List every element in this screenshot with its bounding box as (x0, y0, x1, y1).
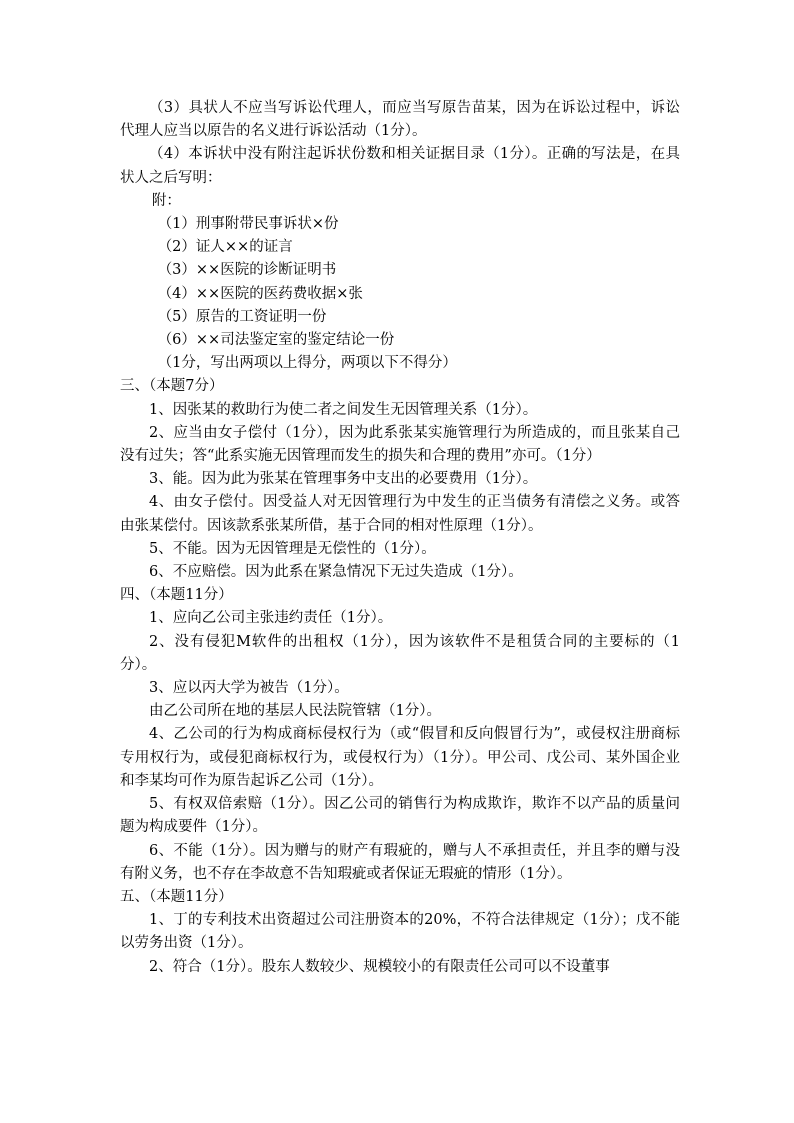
paragraph: 1、丁的专利技术出资超过公司注册资本的20%，不符合法律规定（1分）；戊不能以劳务出资（1分）。 (120, 912, 680, 952)
document-page (120, 97, 680, 979)
attachment-item: （3）××医院的诊断证明书 (157, 262, 337, 279)
section-heading-4: 四、（本题11分） (120, 587, 233, 604)
paragraph: （4）本诉状中没有附注起诉状份数和相关证据目录（1分）。正确的写法是，在具状人之后写明： (120, 146, 680, 186)
paragraph: 3、能。因为此为张某在管理事务中支出的必要费用（1分）。 (149, 471, 538, 488)
attachment-heading: 附： (151, 192, 181, 209)
paragraph: 5、有权双倍索赔（1分）。因乙公司的销售行为构成欺诈，欺诈不以产品的质量问题为构成要件（1分）。 (120, 796, 680, 836)
attachment-item: （5）原告的工资证明一份 (157, 308, 327, 325)
section-heading-5: 五、（本题11分） (120, 888, 233, 905)
paragraph: 2、符合（1分）。股东人数较少、规模较小的有限责任公司可以不设董事 (149, 958, 610, 975)
paragraph: 由乙公司所在地的基层人民法院管辖（1分）。 (149, 703, 441, 720)
paragraph: 4、乙公司的行为构成商标侵权行为（或“假冒和反向假冒行为”，或侵权注册商标专用权行为，或侵犯商标权行为，或侵权行为）（1分）。甲公司、戊公司、某外国企业和李某均可作为原告起诉乙公司（1分）。 (120, 726, 680, 789)
attachment-item: （6）××司法鉴定室的鉴定结论一份 (157, 332, 395, 349)
attachment-item: （1）刑事附带民事诉状×份 (157, 216, 339, 233)
attachment-item: （2）证人××的证言 (157, 239, 293, 256)
paragraph: （3）具状人不应当写诉讼代理人，而应当写原告苗某，因为在诉讼过程中，诉讼代理人应当以原告的名义进行诉讼活动（1分）。 (120, 100, 680, 140)
paragraph: 3、应以丙大学为被告（1分）。 (149, 680, 349, 697)
paragraph: 2、应当由女子偿付（1分），因为此系张某实施管理行为所造成的，而且张某自己没有过失；答“此系实施无因管理而发生的损失和合理的费用”亦可。（1分） (120, 424, 680, 465)
paragraph: 6、不应赔偿。因为此系在紧急情况下无过失造成（1分）。 (149, 564, 523, 581)
attachment-item: （4）××医院的医药费收据×张 (157, 285, 363, 302)
paragraph: 1、因张某的救助行为使二者之间发生无因管理关系（1分）。 (149, 401, 538, 418)
section-heading-3: 三、（本题7分） (120, 378, 224, 395)
paragraph: 5、不能。因为无因管理是无偿性的（1分）。 (149, 540, 436, 557)
paragraph: 2、没有侵犯M软件的出租权（1分），因为该软件不是租赁合同的主要标的（1分）。 (120, 633, 680, 673)
paragraph: 6、不能（1分）。因为赠与的财产有瑕疵的，赠与人不承担责任，并且李的赠与没有附义务，也不存在李故意不告知瑕疵或者保证无瑕疵的情形（1分）。 (120, 842, 680, 882)
paragraph: 1、应向乙公司主张违约责任（1分）。 (149, 610, 393, 627)
paragraph: 4、由女子偿付。因受益人对无因管理行为中发生的正当债务有清偿之义务。或答由张某偿付。因该款系张某所借，基于合同的相对性原理（1分）。 (120, 494, 680, 534)
scoring-note: （1分，写出两项以上得分，两项以下不得分） (157, 355, 457, 372)
